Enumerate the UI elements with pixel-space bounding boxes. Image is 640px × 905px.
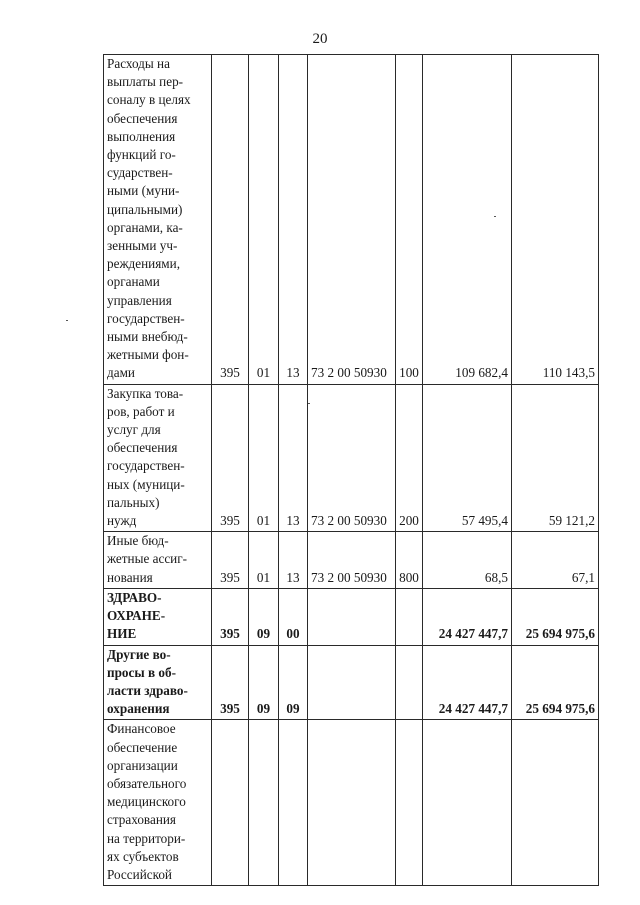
expense-name-line: ОХРАНЕ- [107,608,166,624]
target-article-cell [308,645,396,720]
expense-name-line: органами [107,274,160,290]
expense-name-line: Финансовое [107,721,176,737]
scan-speck [66,320,68,321]
ministry-code-cell: 395 [212,588,249,645]
expense-type-cell [396,645,423,720]
amount-year1-cell: 57 495,4 [423,384,512,532]
expense-name-line: соналу в целях [107,92,191,108]
expense-name-line: дами [107,365,135,381]
expense-name-line: охранения [107,701,170,717]
expense-name-line: выплаты пер- [107,74,184,90]
table-row [104,588,599,645]
expense-type-cell [396,588,423,645]
expense-name-line: функций го- [107,147,176,163]
expense-name-line: ными (муни- [107,183,180,199]
expense-name-line: просы в об- [107,664,176,680]
target-article-cell: 73 2 00 50930 [308,55,396,385]
expense-name-cell [104,532,212,589]
expense-name-line: ЗДРАВО- [107,589,162,605]
table-row [104,720,599,886]
subsection-code-cell: 09 [279,645,308,720]
expense-name-line: Закупка това- [107,385,184,401]
expense-name-line: зенными уч- [107,238,178,254]
page-number: 20 [312,31,328,47]
expense-name-line: организации [107,757,178,773]
section-code-cell: 01 [249,532,279,589]
expense-name-line: услуг для [107,422,161,438]
expense-name-cell [104,645,212,720]
expense-name-line: Иные бюд- [107,533,169,549]
ministry-code-cell [212,720,249,886]
ministry-code-cell: 395 [212,384,249,532]
expense-type-cell [396,720,423,886]
target-article-cell [308,588,396,645]
subsection-code-cell: 13 [279,532,308,589]
expense-name-line: государствен- [107,458,185,474]
expense-name-line: Расходы на [107,56,170,71]
subsection-code-cell: 13 [279,384,308,532]
section-code-cell [249,720,279,886]
expense-type-cell: 800 [396,532,423,589]
expense-name-line: ров, работ и [107,403,175,419]
table-row [104,55,599,385]
expense-name-line: сударствен- [107,165,173,181]
target-article-cell [308,720,396,886]
expense-name-line: ципальными) [107,201,183,217]
expense-name-line: Российской [107,866,172,882]
expense-name-line: жетными фон- [107,347,189,363]
amount-year2-cell: 25 694 975,6 [512,645,599,720]
subsection-code-cell: 00 [279,588,308,645]
subsection-code-cell: 13 [279,55,308,385]
expense-name-line: НИЕ [107,626,137,642]
expense-name-cell [104,588,212,645]
expense-name-line: реждениями, [107,256,181,272]
expense-name-line: обеспечение [107,739,178,755]
amount-year2-cell: 110 143,5 [512,55,599,385]
scan-speck [308,403,310,404]
amount-year1-cell: 24 427 447,7 [423,645,512,720]
expense-name-line: органами, ка- [107,219,183,235]
amount-year1-cell: 24 427 447,7 [423,588,512,645]
expense-name-line: нования [107,569,153,585]
expense-name-line: нужд [107,513,137,529]
expense-name-line: страхования [107,812,176,828]
target-article-cell: 73 2 00 50930 [308,532,396,589]
expense-type-cell: 100 [396,55,423,385]
expense-name-line: на территори- [107,830,186,846]
amount-year1-cell: 68,5 [423,532,512,589]
table-row [104,532,599,589]
expense-name-line: Другие во- [107,646,171,662]
expense-name-line: медицинского [107,794,186,810]
section-code-cell: 09 [249,645,279,720]
expense-name-line: обязательного [107,775,187,791]
expense-name-cell [104,384,212,532]
table-row [104,645,599,720]
expense-name-line: пальных) [107,494,160,510]
table-row [104,384,599,532]
section-code-cell: 01 [249,55,279,385]
section-code-cell: 09 [249,588,279,645]
target-article-cell: 73 2 00 50930 [308,384,396,532]
ministry-code-cell: 395 [212,532,249,589]
amount-year1-cell [423,720,512,886]
expense-name-cell [104,720,212,886]
expense-name-line: ных (муници- [107,476,185,492]
ministry-code-cell: 395 [212,645,249,720]
expense-name-line: обеспечения [107,110,178,126]
expense-name-line: ласти здраво- [107,682,188,698]
amount-year2-cell: 25 694 975,6 [512,588,599,645]
budget-table [103,54,599,886]
expense-name-line: обеспечения [107,440,178,456]
expense-name-line: выполнения [107,128,176,144]
expense-type-cell: 200 [396,384,423,532]
amount-year2-cell: 67,1 [512,532,599,589]
scan-speck [494,216,496,217]
expense-name-line: государствен- [107,310,185,326]
expense-name-cell [104,55,212,385]
amount-year1-cell: 109 682,4 [423,55,512,385]
expense-name-line: ными внебюд- [107,329,188,345]
subsection-code-cell [279,720,308,886]
ministry-code-cell: 395 [212,55,249,385]
section-code-cell: 01 [249,384,279,532]
expense-name-line: жетные ассиг- [107,551,188,567]
expense-name-line: управления [107,292,172,308]
expense-name-line: ях субъектов [107,848,179,864]
amount-year2-cell [512,720,599,886]
amount-year2-cell: 59 121,2 [512,384,599,532]
